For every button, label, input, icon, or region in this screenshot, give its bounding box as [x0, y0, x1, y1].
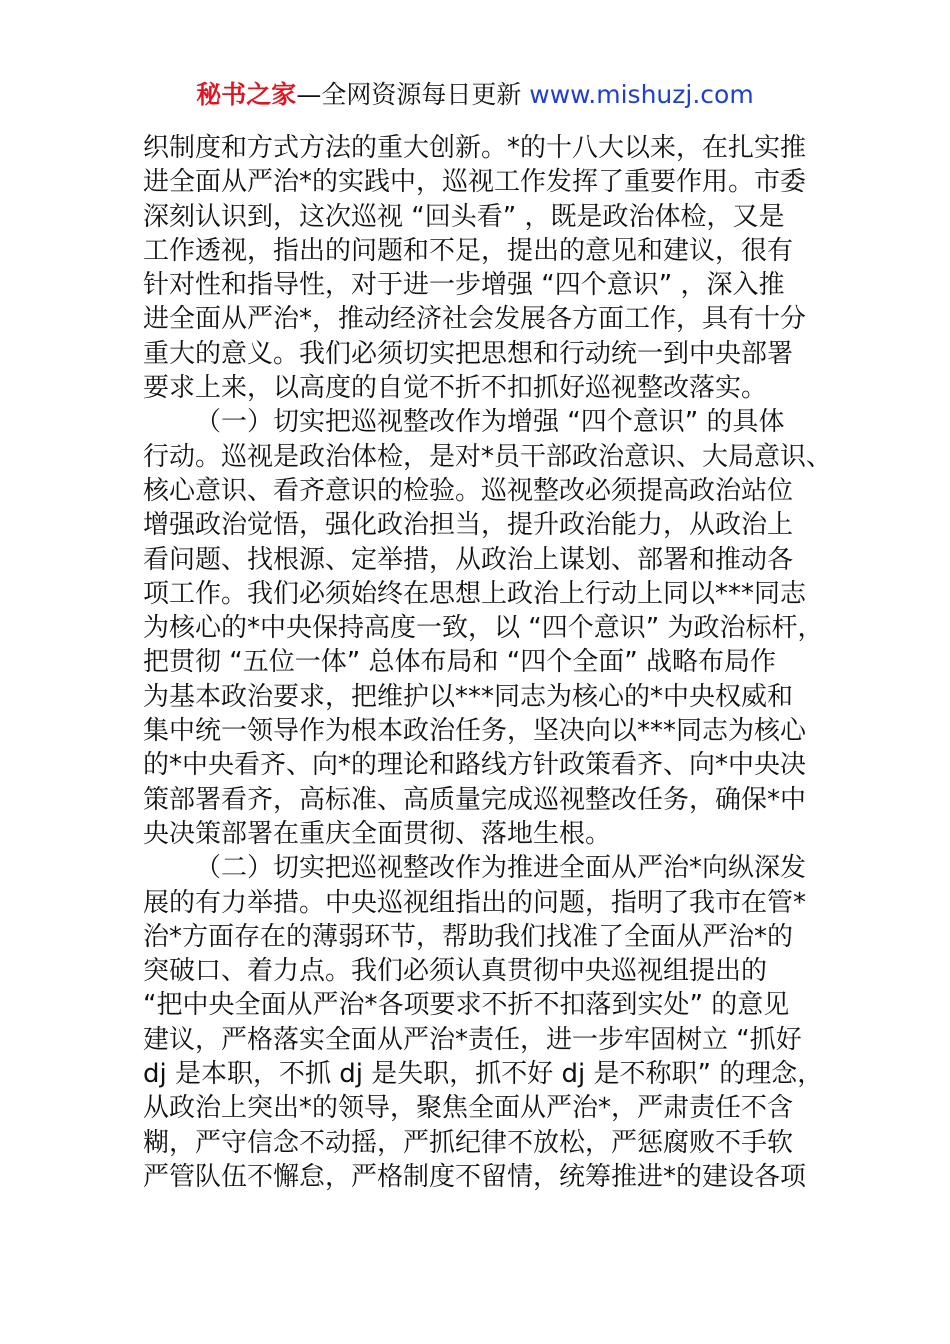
text-line: 行动。巡视是政治体检，是对*员干部政治意识、大局意识、: [143, 441, 833, 472]
text-line: 策部署看齐，高标准、高质量完成巡视整改任务，确保*中: [143, 784, 807, 815]
site-tagline: —全网资源每日更新: [296, 80, 530, 109]
section-heading-line: （一）切实把巡视整改作为增强 “四个意识” 的具体: [195, 407, 785, 438]
text-line: “把中央全面从严治*各项要求不折不扣落到实处” 的意见: [143, 990, 790, 1021]
site-brand: 秘书之家: [196, 80, 297, 109]
text-line: 增强政治觉悟，强化政治担当，提升政治能力，从政治上: [143, 510, 794, 541]
text-line: 项工作。我们必须始终在思想上政治上行动上同以***同志: [143, 578, 807, 609]
text-line: 进全面从严治*，推动经济社会发展各方面工作，具有十分: [143, 304, 807, 335]
text-line: 为核心的*中央保持高度一致，以 “四个意识” 为政治标杆，: [143, 613, 824, 644]
document-body: [143, 131, 833, 1194]
text-line: 治*方面存在的薄弱环节，帮助我们找准了全面从严治*的: [143, 921, 794, 952]
text-line: 集中统一领导作为根本政治任务，坚决向以***同志为核心: [143, 716, 807, 747]
text-line: 深刻认识到，这次巡视 “回头看” ，既是政治体检，又是: [143, 201, 785, 232]
text-line: 重大的意义。我们必须切实把思想和行动统一到中央部署: [143, 338, 794, 369]
text-line: 展的有力举措。中央巡视组指出的问题，指明了我市在管*: [143, 887, 807, 918]
text-line: 从政治上突出*的领导，聚焦全面从严治*，严肃责任不含: [143, 1093, 794, 1124]
text-line: 为基本政治要求，把维护以***同志为核心的*中央权威和: [143, 681, 794, 712]
text-line: 把贯彻 “五位一体” 总体布局和 “四个全面” 战略布局作: [143, 647, 776, 678]
text-line: 央决策部署在重庆全面贯彻、落地生根。: [143, 818, 612, 849]
section-heading-line: （二）切实把巡视整改作为推进全面从严治*向纵深发: [195, 853, 807, 884]
text-line: 糊，严守信念不动摇，严抓纪律不放松，严惩腐败不手软: [143, 1127, 794, 1158]
page-header: [0, 78, 950, 112]
text-line: 织制度和方式方法的重大创新。*的十八大以来，在扎实推: [143, 133, 807, 163]
text-line: 核心意识、看齐意识的检验。巡视整改必须提高政治站位: [143, 475, 794, 506]
text-line: 的*中央看齐、向*的理论和路线方针政策看齐、向*中央决: [143, 750, 807, 781]
site-url-link[interactable]: www.mishuzj.com: [529, 80, 754, 109]
text-line: 进全面从严治*的实践中，巡视工作发挥了重要作用。市委: [143, 167, 807, 198]
text-line: 看问题、找根源、定举措，从政治上谋划、部署和推动各: [143, 544, 794, 575]
text-line: 建议，严格落实全面从严治*责任，进一步牢固树立 “抓好: [143, 1024, 802, 1055]
text-line: 工作透视，指出的问题和不足，提出的意见和建议，很有: [143, 235, 794, 266]
text-line: 突破口、着力点。我们必须认真贯彻中央巡视组提出的: [143, 956, 768, 987]
text-line: dj 是本职，不抓 dj 是失职，抓不好 dj 是不称职” 的理念，: [143, 1059, 824, 1090]
text-line: 要求上来，以高度的自觉不折不扣抓好巡视整改落实。: [143, 373, 768, 404]
text-line: 严管队伍不懈怠，严格制度不留情，统筹推进*的建设各项: [143, 1161, 807, 1192]
text-line: 针对性和指导性，对于进一步增强 “四个意识” ，深入推: [143, 270, 785, 301]
